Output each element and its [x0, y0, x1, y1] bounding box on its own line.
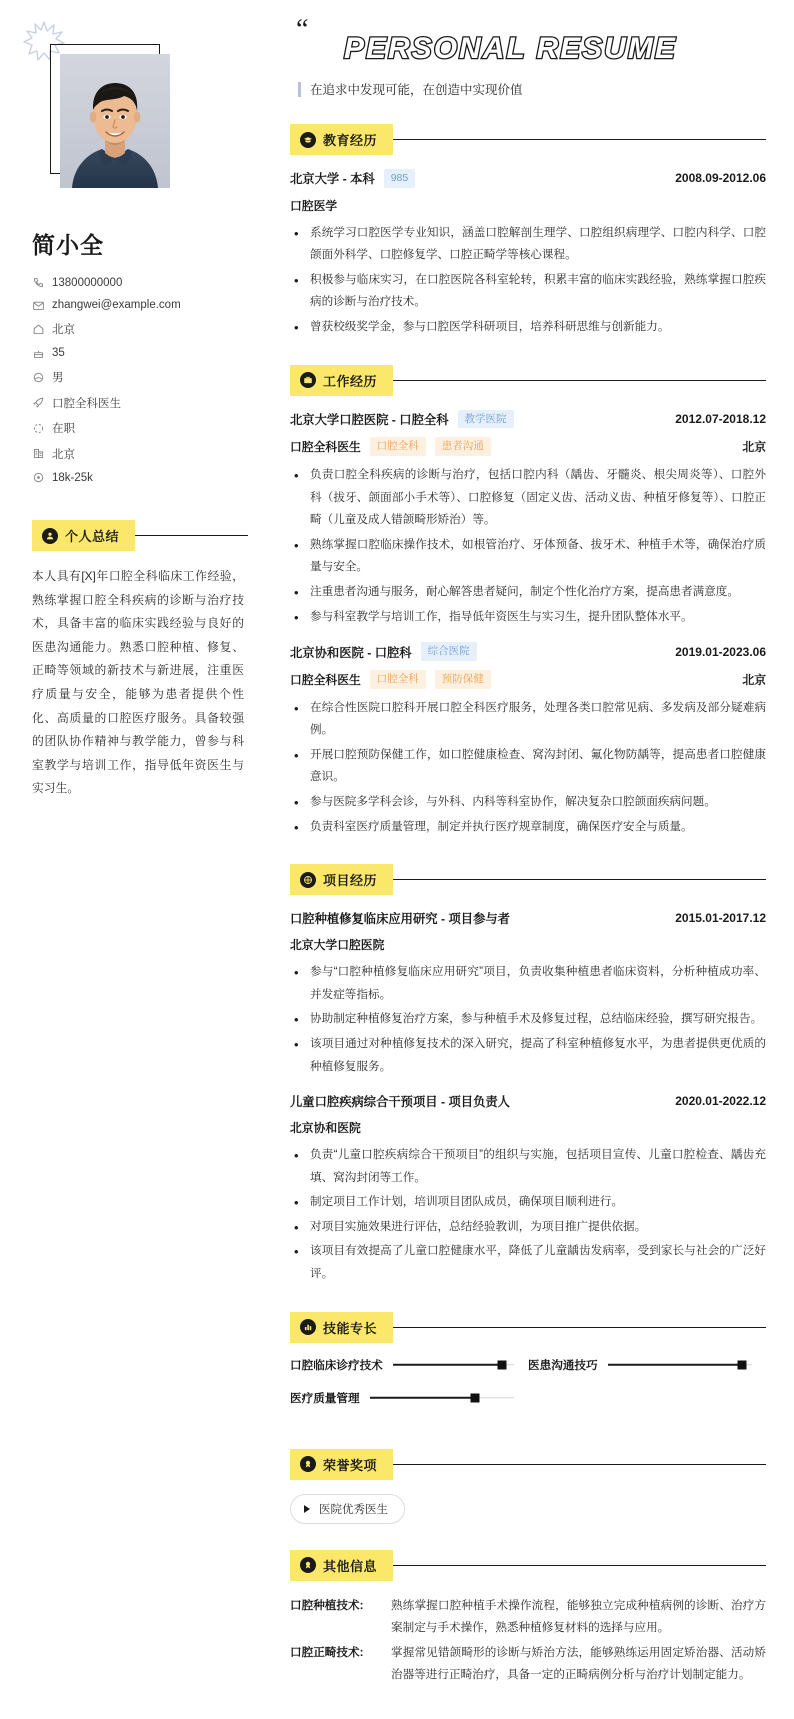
- education-entry-top: [290, 169, 766, 188]
- project-date-1: 2015.01-2017.12: [675, 911, 766, 926]
- project-entry-1: [290, 909, 766, 1078]
- other-info-value: 掌握常见错颌畸形的诊断与矫治方法，能够熟练运用固定矫治器、活动矫治器等进行正畸治疗，具备一定的正畸病例分析与治疗计划制定能力。: [391, 1645, 766, 1682]
- education-bullets: [290, 222, 766, 339]
- work-tag-1: 教学医院: [458, 410, 514, 429]
- list-item: • 开展口腔预防保健工作，如口腔健康检查、窝沟封闭、氟化物防龋等，提高患者口腔健康意识。: [290, 744, 766, 789]
- subtitle-accent-bar: [298, 82, 301, 97]
- salary-icon: [32, 471, 49, 484]
- list-item: • 该项目有效提高了儿童口腔健康水平，降低了儿童龋齿发病率，受到家长与社会的广泛好评。: [290, 1240, 766, 1285]
- skill-name-1: 医患沟通技巧: [528, 1358, 598, 1372]
- contact-phone[interactable]: [32, 276, 248, 289]
- contact-age: [32, 347, 248, 360]
- contact-status-value: 在职: [52, 423, 75, 435]
- work-role-row-1: [290, 437, 766, 456]
- slider-fill: [608, 1363, 742, 1366]
- work-role-row-2: [290, 670, 766, 689]
- contact-position-value: 口腔全科医生: [52, 397, 121, 410]
- skills-title: 技能专长: [323, 1320, 378, 1336]
- project-entry-2: [290, 1092, 766, 1286]
- list-item: • 参与医院多学科会诊，与外科、内科等科室协作，解决复杂口腔颌面疾病问题。: [290, 791, 766, 814]
- work-chip: [290, 365, 393, 396]
- contact-salary-value: 18k-25k: [52, 471, 93, 484]
- svg-text:“: “: [296, 18, 309, 45]
- work-role-left-2: [290, 670, 491, 689]
- contact-status: [32, 420, 248, 436]
- list-item: • 熟练掌握口腔临床操作技术，如根管治疗、牙体预备、拔牙术、种植手术等，确保治疗质量与安全。: [290, 534, 766, 579]
- section-header-work: [290, 365, 766, 396]
- education-entry: [290, 169, 766, 339]
- other-info-row: [290, 1595, 766, 1640]
- project-org-1: 北京大学口腔医院: [290, 938, 385, 953]
- skill-name-0: 口腔临床诊疗技术: [290, 1358, 383, 1372]
- contact-gender-value: 男: [52, 372, 64, 384]
- medal-icon: [300, 1456, 316, 1472]
- photo-block: [50, 34, 210, 199]
- other-chip: [290, 1550, 393, 1581]
- work-role-2: 口腔全科医生: [290, 672, 361, 687]
- project-name-2: 儿童口腔疾病综合干预项目 - 项目负责人: [290, 1095, 510, 1110]
- contact-list: [32, 276, 248, 484]
- skill-slider-0[interactable]: [393, 1358, 514, 1372]
- other-info-value: 熟练掌握口腔种植手术操作流程，能够独立完成种植病例的诊断、治疗方案制定与手术操作，熟悉种植修复材料的选择与应用。: [391, 1598, 766, 1635]
- skill-name-2: 医疗质量管理: [290, 1391, 360, 1405]
- svg-text:PERSONAL RESUME: PERSONAL RESUME: [344, 32, 677, 65]
- slider-fill: [370, 1396, 475, 1399]
- work-tag-2: 综合医院: [421, 642, 477, 661]
- education-chip: [290, 124, 393, 155]
- work-entry-2: [290, 642, 766, 838]
- other-info-label: 口腔种植技术:: [290, 1598, 364, 1612]
- project-entry-2-top: [290, 1092, 766, 1110]
- summary-text: 本人具有[X]年口腔全科临床工作经验，熟练掌握口腔全科疾病的诊断与治疗技术，具备丰富的临床实践经验与良好的医患沟通能力。熟悉口腔种植、修复、正畸等领域的新技术与新进展，注重医疗质量与安全，能够为患者提供个性化、高质量的口腔医疗服务。具备较强的团队协作精神与教学能力，曾参与科室教学与培训工作，指导低年资医生与实习生。: [32, 569, 244, 796]
- education-rule: [391, 139, 766, 140]
- other-title: 其他信息: [323, 1558, 378, 1574]
- projects-chip: [290, 864, 393, 895]
- cake-icon: [32, 347, 49, 360]
- work-location-2: 北京: [742, 672, 766, 687]
- work-rule: [391, 380, 766, 381]
- status-icon: [32, 422, 49, 435]
- city-icon: [32, 447, 49, 460]
- work-skill-tag-1a: 口腔全科: [370, 437, 426, 456]
- work-entry-1-left: [290, 410, 514, 429]
- skill-item-1: [528, 1357, 766, 1373]
- rocket-icon: [32, 396, 49, 409]
- work-date-1: 2012.07-2018.12: [675, 412, 766, 426]
- work-role-left-1: [290, 437, 491, 456]
- subtitle-row: [298, 80, 766, 98]
- contact-email[interactable]: [32, 299, 248, 312]
- work-bullets-1: [290, 464, 766, 628]
- project-entry-1-top: [290, 909, 766, 927]
- section-header-skills: [290, 1312, 766, 1343]
- honors-rule: [391, 1464, 766, 1465]
- contact-city: [32, 446, 248, 462]
- skills-grid: [290, 1357, 766, 1423]
- person-icon: [42, 528, 58, 544]
- skills-chip: [290, 1312, 393, 1343]
- project-org-2: 北京协和医院: [290, 1121, 361, 1136]
- other-rule: [391, 1565, 766, 1566]
- list-item: • 负责口腔全科疾病的诊断与治疗，包括口腔内科（龋齿、牙髓炎、根尖周炎等）、口腔外科（拔牙、颌面部小手术等）、口腔修复（固定义齿、活动义齿、种植牙修复等）、口腔正畸（儿童及成人错颌畸形矫治）等。: [290, 464, 766, 532]
- gender-icon: [32, 371, 49, 384]
- education-entry-left: [290, 169, 415, 188]
- contact-salary: [32, 471, 248, 484]
- other-info-row: [290, 1642, 766, 1687]
- summary-chip: [32, 520, 135, 551]
- section-header-honors: [290, 1449, 766, 1480]
- grid-icon: [300, 872, 316, 888]
- skill-item-0: [290, 1357, 528, 1373]
- projects-rule: [391, 879, 766, 880]
- list-item: • 制定项目工作计划，培训项目团队成员，确保项目顺利进行。: [290, 1191, 766, 1214]
- project-bullets-1: [290, 961, 766, 1078]
- phone-icon: [32, 276, 49, 289]
- list-item: • 对项目实施效果进行评估，总结经验教训，为项目推广提供依据。: [290, 1216, 766, 1239]
- work-title: 工作经历: [323, 373, 378, 389]
- list-item: • 协助制定种植修复治疗方案，参与种植手术及修复过程，总结临床经验，撰写研究报告。: [290, 1008, 766, 1031]
- list-item: • 注重患者沟通与服务，耐心解答患者疑问，制定个性化治疗方案，提高患者满意度。: [290, 581, 766, 604]
- summary-rule: [133, 535, 248, 536]
- section-header-other: [290, 1550, 766, 1581]
- work-skill-tag-2b: 预防保健: [435, 670, 491, 689]
- honor-label: 医院优秀医生: [319, 1503, 388, 1516]
- avatar: [60, 54, 170, 188]
- contact-hometown: [32, 321, 248, 337]
- briefcase-icon: [300, 372, 316, 388]
- profile-name: 简小全: [32, 232, 104, 258]
- list-item: • 负责科室医疗质量管理，制定并执行医疗规章制度，确保医疗安全与质量。: [290, 816, 766, 839]
- honors-title: 荣誉奖项: [323, 1457, 378, 1473]
- work-bullets-2: [290, 697, 766, 839]
- list-item: • 该项目通过对种植修复技术的深入研究，提高了科室种植修复水平，为患者提供更优质的种植修复服务。: [290, 1033, 766, 1078]
- work-company-1: 北京大学口腔医院 - 口腔全科: [290, 413, 449, 427]
- main-content: [270, 0, 794, 1719]
- slider-knob[interactable]: [497, 1360, 506, 1369]
- skills-rule: [391, 1327, 766, 1328]
- education-title: 教育经历: [323, 133, 378, 148]
- work-location-1: 北京: [742, 440, 766, 455]
- list-item: • 积极参与临床实习，在口腔医院各科室轮转，积累丰富的临床实践经验，熟练掌握口腔疾病的诊断与治疗技术。: [290, 269, 766, 314]
- work-date-2: 2019.01-2023.06: [675, 644, 766, 659]
- other-info-list: [282, 1595, 766, 1687]
- list-item: • 在综合性医院口腔科开展口腔全科医疗服务，处理各类口腔常见病、多发病及部分疑难病例。: [290, 697, 766, 742]
- sidebar: [0, 0, 270, 831]
- work-entry-1-top: [290, 410, 766, 429]
- work-entry-1: [290, 410, 766, 629]
- work-entry-2-left: [290, 642, 477, 661]
- education-date: 2008.09-2012.06: [675, 171, 766, 186]
- list-item: • 参与“口腔种植修复临床应用研究”项目，负责收集种植患者临床资料，分析种植成功率、并发症等指标。: [290, 961, 766, 1006]
- project-date-2: 2020.01-2022.12: [675, 1094, 766, 1109]
- honors-chip: [290, 1449, 393, 1480]
- play-triangle-icon: [304, 1505, 310, 1513]
- chart-icon: [300, 1319, 316, 1335]
- list-item: • 参与科室教学与培训工作，指导低年资医生与实习生，提升团队整体水平。: [290, 606, 766, 629]
- contact-gender: [32, 369, 248, 385]
- mail-icon: [32, 299, 49, 312]
- contact-position: [32, 395, 248, 411]
- title-block: [282, 18, 766, 98]
- graduation-icon: [300, 132, 316, 148]
- medal-icon: [300, 1557, 316, 1573]
- section-header-projects: [290, 864, 766, 895]
- education-major: 口腔医学: [290, 198, 338, 213]
- page-subtitle: 在追求中发现可能，在创造中实现价值: [310, 83, 523, 97]
- work-skill-tag-1b: 患者沟通: [435, 437, 491, 456]
- contact-phone-value: 13800000000: [52, 276, 123, 289]
- contact-email-value: zhangwei@example.com: [52, 299, 181, 311]
- project-bullets-2: [290, 1144, 766, 1286]
- slider-knob[interactable]: [737, 1360, 746, 1369]
- list-item: • 曾获校级奖学金，参与口腔医学科研项目，培养科研思维与创新能力。: [290, 316, 766, 339]
- contact-city-value: 北京: [52, 448, 75, 461]
- skill-slider-1[interactable]: [608, 1358, 752, 1372]
- projects-title: 项目经历: [323, 873, 378, 889]
- honor-pill[interactable]: [290, 1494, 405, 1524]
- honors-list: [290, 1494, 766, 1524]
- summary-title: 个人总结: [65, 529, 120, 544]
- project-name-1: 口腔种植修复临床应用研究 - 项目参与者: [290, 912, 510, 927]
- work-skill-tag-2a: 口腔全科: [370, 670, 426, 689]
- skill-slider-2[interactable]: [370, 1391, 514, 1405]
- other-info-label: 口腔正畸技术:: [290, 1645, 364, 1659]
- work-entry-2-top: [290, 642, 766, 661]
- education-school: 北京大学 - 本科: [290, 172, 375, 187]
- summary-section-header: [32, 520, 248, 551]
- list-item: • 负责“儿童口腔疾病综合干预项目”的组织与实施，包括项目宣传、儿童口腔检查、龋齿充填、窝沟封闭等工作。: [290, 1144, 766, 1189]
- contact-age-value: 35: [52, 347, 65, 359]
- home-icon: [32, 323, 49, 336]
- slider-knob[interactable]: [471, 1393, 480, 1402]
- slider-fill: [393, 1363, 502, 1366]
- work-role-1: 口腔全科医生: [290, 440, 361, 455]
- skill-item-2: [290, 1390, 528, 1406]
- section-header-education: [290, 124, 766, 155]
- education-tag: 985: [384, 169, 416, 188]
- contact-hometown-value: 北京: [52, 324, 75, 336]
- list-item: • 系统学习口腔医学专业知识，涵盖口腔解剖生理学、口腔组织病理学、口腔内科学、口腔颌面外科学、口腔修复学、口腔正畸学等核心课程。: [290, 222, 766, 267]
- work-company-2: 北京协和医院 - 口腔科: [290, 645, 412, 660]
- page-title: [296, 18, 716, 70]
